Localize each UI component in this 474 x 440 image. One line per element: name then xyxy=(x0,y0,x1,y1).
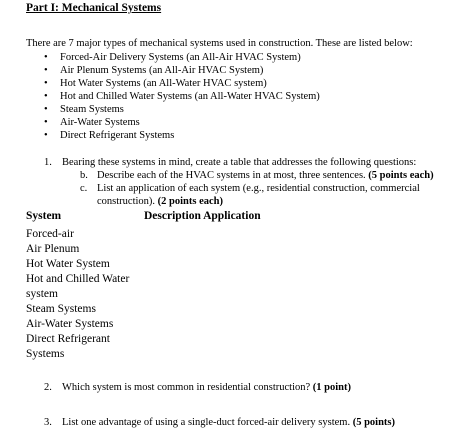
list-item: • Steam Systems xyxy=(44,104,124,115)
bullet-icon: • xyxy=(44,117,48,128)
question-1-text: Bearing these systems in mind, create a table that addresses the following questions: xyxy=(62,157,417,168)
table-row: Air Plenum xyxy=(26,243,80,255)
question-2-points: (1 point) xyxy=(312,382,352,393)
table-row: Forced-air xyxy=(26,228,74,240)
question-2-text: Which system is most common in residential construction? (1 point) xyxy=(62,382,352,393)
bullet-icon: • xyxy=(44,91,48,102)
list-item: • Air-Water Systems xyxy=(44,117,140,128)
table-header-description-application: Description Application xyxy=(144,210,261,222)
question-3-number: 3. xyxy=(44,417,52,428)
question-1c-points: (2 points each) xyxy=(157,196,223,207)
question-1b-text: Describe each of the HVAC systems in at most, three sentences. (5 points each) xyxy=(97,170,434,181)
list-item: • Direct Refrigerant Systems xyxy=(44,130,175,141)
intro-text: There are 7 major types of mechanical systems used in construction. These are listed below: xyxy=(26,38,413,49)
bullet-icon: • xyxy=(44,104,48,115)
question-1c-line2: construction). (2 points each) xyxy=(97,196,223,207)
table-row: Hot and Chilled Water system xyxy=(26,273,130,300)
systems-table-column xyxy=(26,227,144,362)
list-item: • Hot and Chilled Water Systems (an All-Water HVAC System) xyxy=(44,91,320,102)
page-title: Part I: Mechanical Systems xyxy=(26,2,162,14)
list-item: • Forced-Air Delivery Systems (an All-Air HVAC System) xyxy=(44,52,301,63)
question-1c-letter: c. xyxy=(80,183,88,194)
table-row: Steam Systems xyxy=(26,303,96,315)
question-3-text: List one advantage of using a single-duct forced-air delivery system. (5 points) xyxy=(62,417,396,428)
systems-bullet-list xyxy=(44,51,320,142)
list-item: • Air Plenum Systems (an All-Air HVAC System) xyxy=(44,65,264,76)
table-row: Hot Water System xyxy=(26,258,110,270)
table-header-system: System xyxy=(26,210,62,222)
question-2-number: 2. xyxy=(44,382,52,393)
question-1b-letter: b. xyxy=(80,170,88,181)
list-item: • Hot Water Systems (an All-Water HVAC system) xyxy=(44,78,267,89)
bullet-icon: • xyxy=(44,52,48,63)
question-1-number: 1. xyxy=(44,157,52,168)
bullet-icon: • xyxy=(44,78,48,89)
table-row: Air-Water Systems xyxy=(26,318,114,330)
question-1b-points: (5 points each) xyxy=(368,170,434,181)
table-row: Direct Refrigerant Systems xyxy=(26,333,110,360)
bullet-icon: • xyxy=(44,65,48,76)
question-3-points: (5 points) xyxy=(352,417,396,428)
question-1c-line1: List an application of each system (e.g., residential construction, commercial xyxy=(97,183,420,194)
bullet-icon: • xyxy=(44,130,48,141)
